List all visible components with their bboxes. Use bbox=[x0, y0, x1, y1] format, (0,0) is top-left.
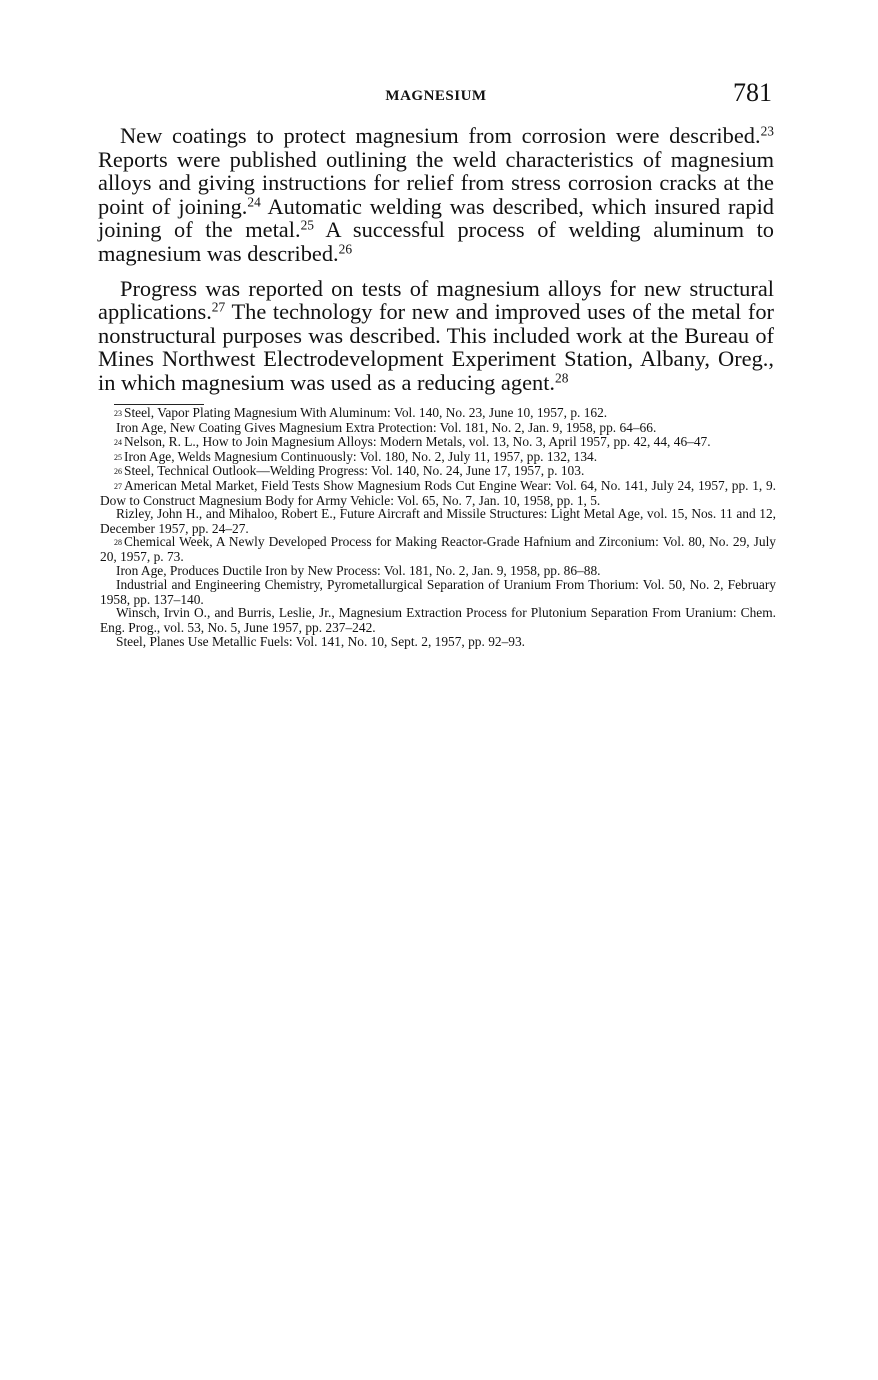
footnote bbox=[100, 535, 776, 563]
footnote bbox=[100, 564, 776, 579]
footnote-mark: 28 bbox=[114, 538, 122, 548]
footnote-ref: 24 bbox=[247, 194, 261, 210]
footnote bbox=[100, 421, 776, 436]
footnote bbox=[100, 606, 776, 634]
footnote-text: Rizley, John H., and Mihaloo, Robert E., Future Aircraft and Missile Structures: Light Metal Age, vol. 15, Nos. 11 and 12, December 1957, pp. 24–27. bbox=[100, 506, 776, 536]
footnote-ref: 27 bbox=[211, 299, 226, 315]
footnote bbox=[100, 464, 776, 479]
footnote-ref: 25 bbox=[300, 217, 314, 233]
footnote-mark: 25 bbox=[114, 452, 122, 462]
footnote-text: Steel, Planes Use Metallic Fuels: Vol. 141, No. 10, Sept. 2, 1957, pp. 92–93. bbox=[116, 633, 526, 649]
footnote bbox=[100, 578, 776, 606]
text-segment: A successful process of welding aluminum to magnesium was described. bbox=[98, 217, 775, 266]
footnote-mark: 24 bbox=[114, 438, 122, 448]
footnote-mark: 27 bbox=[114, 481, 122, 491]
footnote-text: Industrial and Engineering Chemistry, Pyrometallurgical Separation of Uranium From Thorium: Vol. 50, No. 2, February 1958, pp. 137–140. bbox=[100, 577, 776, 607]
footnote-text: Iron Age, Welds Magnesium Continuously: Vol. 180, No. 2, July 11, 1957, pp. 132, 134. bbox=[124, 448, 598, 464]
text-segment: Progress was reported on tests of magnesium alloys for new structural applications. bbox=[98, 275, 774, 325]
footnote-text: Winsch, Irvin O., and Burris, Leslie, Jr., Magnesium Extraction Process for Plutonium Separation From Uranium: Chem. Eng. Prog., vol. 53, No. 5, June 1957, pp. 237–242. bbox=[100, 605, 776, 635]
running-head: MAGNESIUM bbox=[385, 88, 487, 104]
footnote-text: Iron Age, New Coating Gives Magnesium Extra Protection: Vol. 181, No. 2, Jan. 9, 1958, pp. 64–66. bbox=[116, 419, 657, 435]
footnote-mark: 26 bbox=[114, 467, 122, 477]
text-segment: Reports were published outlining the weld characteristics of magnesium alloys and giving instructions for relief from stress corrosion cracks at the point of joining. bbox=[98, 146, 774, 219]
footnote-text: Iron Age, Produces Ductile Iron by New Process: Vol. 181, No. 2, Jan. 9, 1958, pp. 86–88. bbox=[116, 562, 601, 578]
footnote-text: Nelson, R. L., How to Join Magnesium Alloys: Modern Metals, vol. 13, No. 3, April 1957, pp. 42, 44, 46–47. bbox=[124, 434, 711, 450]
footnote-text: Steel, Vapor Plating Magnesium With Aluminum: Vol. 140, No. 23, June 10, 1957, p. 162. bbox=[124, 405, 608, 420]
page-header bbox=[100, 78, 772, 110]
text-segment: New coatings to protect magnesium from corrosion were described. bbox=[120, 123, 761, 148]
footnote-ref: 28 bbox=[555, 370, 569, 386]
body-text bbox=[98, 124, 774, 406]
footnotes bbox=[100, 406, 776, 649]
footnote-mark: 23 bbox=[114, 409, 122, 418]
page-number: 781 bbox=[733, 78, 772, 107]
footnote bbox=[100, 435, 776, 450]
footnote-text: American Metal Market, Field Tests Show Magnesium Rods Cut Engine Wear: Vol. 64, No. 141, July 24, 1957, pp. 1, 9. Dow to Construct Magnesium Body for Army Vehicle: Vol. 65, No. 7, Jan. 10, 1958, pp. 1, 5. bbox=[100, 477, 776, 508]
text-segment: Automatic welding was described, which insured rapid joining of the metal. bbox=[98, 193, 774, 243]
footnote bbox=[100, 450, 776, 465]
footnote bbox=[100, 507, 776, 535]
paragraph bbox=[98, 124, 774, 266]
text-segment: The technology for new and improved uses of the metal for nonstructural purposes was described. This included work at the Bureau of Mines Northwest Electrodevelopment Experiment Station, Albany, Oreg., in which magnesium was used as a reducing agent. bbox=[98, 299, 774, 395]
footnote-ref: 26 bbox=[338, 241, 353, 257]
footnote-text: Chemical Week, A Newly Developed Process for Making Reactor-Grade Hafnium and Zirconium: Vol. 80, No. 29, July 20, 1957, p. 73. bbox=[100, 534, 776, 564]
paragraph bbox=[98, 277, 774, 395]
footnote bbox=[100, 479, 776, 507]
footnote bbox=[100, 406, 776, 421]
footnote-ref: 23 bbox=[760, 123, 774, 139]
footnote bbox=[100, 635, 776, 650]
footnote-text: Steel, Technical Outlook—Welding Progress: Vol. 140, No. 24, June 17, 1957, p. 103. bbox=[124, 463, 585, 479]
